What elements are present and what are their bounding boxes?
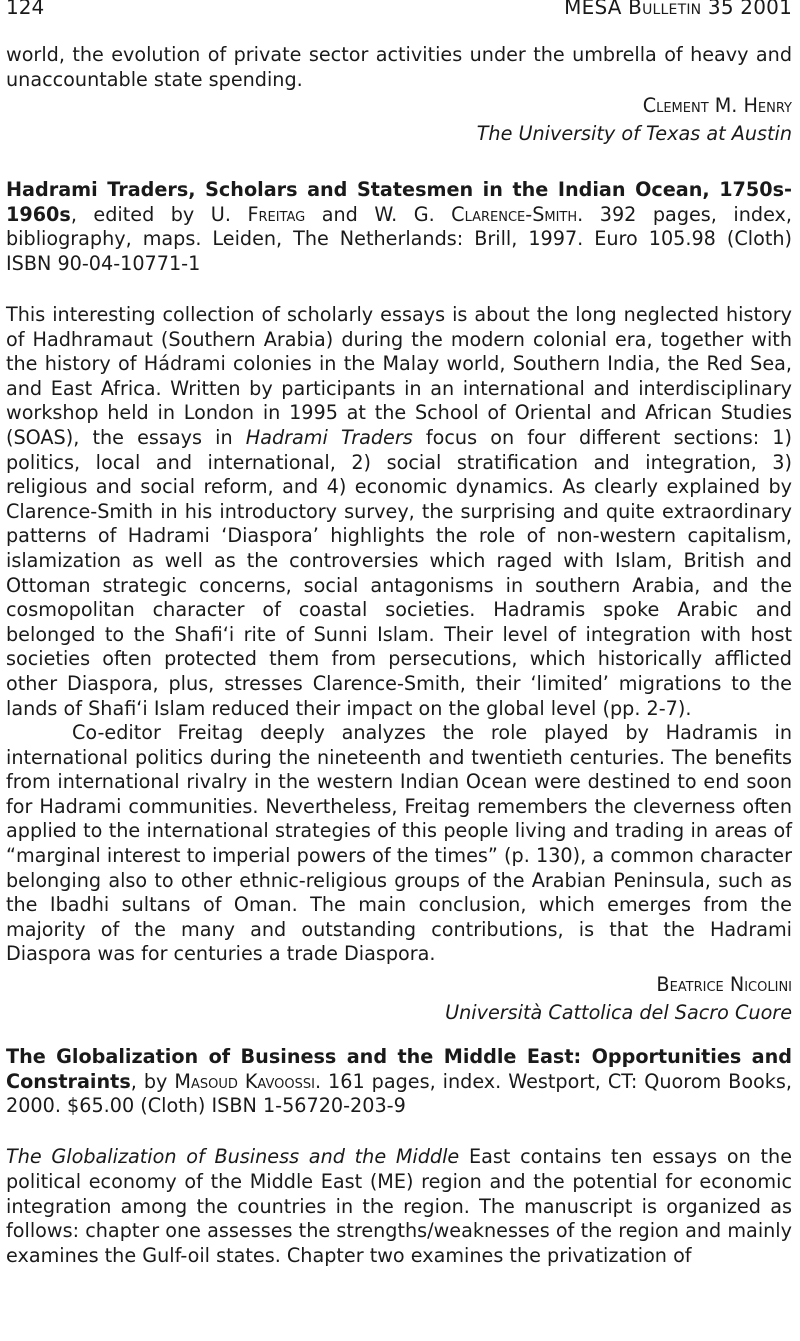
- review-paragraph: Co-editor Freitag deeply analyzes the role played by Hadramis in international politics during the nineteenth and twentieth centuries. The benefits from international rivalry in the western Indian Ocean were destined to end soon for Hadrami communities. Nevertheless, Freitag remembers the cleverness often applied to the international strategies of this people living and trading in areas of “marginal interest to imperial powers of the times” (p. 130), a common character belonging also to other ethnic-religious groups of the Arabian Peninsula, such as the Ibadhi sultans of Oman. The main conclusion, which emerges from the majority of the many and outstanding contributions, is that the Hadrami Diaspora was for centuries a trade Diaspora.: [6, 721, 792, 966]
- paragraph-text: This interesting collection of scholarly essays is about the long neglected history of Hadhramaut (Southern Arabia) during the modern colonial era, together with the history of Hádrami colonies in the Malay world, Southern India, the Red Sea, and East Africa. Written by participants in an international and interdisciplinary workshop held in London in 1995 at the School of Oriental and African Studies (SOAS), the essays in: [6, 303, 792, 449]
- isbn-number: 1-56720-203-9: [262, 1094, 406, 1118]
- reviewer-signature: [6, 92, 792, 147]
- continued-review: [6, 43, 792, 147]
- isbn-label: ISBN: [6, 251, 52, 275]
- review-globalization-business: [6, 1045, 792, 1268]
- book-citation: [6, 178, 792, 276]
- edited-by-label: , edited by: [70, 202, 195, 226]
- continued-text: world, the evolution of private sector activities under the umbrella of heavy and unaccountable state spending.: [6, 43, 792, 91]
- paragraph-text: focus on four different sections: 1) politics, local and international, 2) social stratification and integration, 3) religious and social reform, and 4) economic dynamics. As clearly explained by Clarence-Smith in his introductory survey, the surprising and quite extraordinary patterns of Hadrami ‘Diaspora’ highlights the role of non-western capitalism, islamization as well as the controversies which raged with Islam, British and Ottoman strategic concerns, social antagonisms in southern Arabia, and the cosmopolitan character of coastal societies. Hadramis spoke Arabic and belonged to the Shafi‘i rite of Sunni Islam. Their level of integration with host societies often protected them from persecutions, which historically afflicted other Diaspora, plus, stresses Clarence-Smith, their ‘limited’ migrations to the lands of Shafi‘i Islam reduced their impact on the global level (pp. 2-7).: [6, 425, 793, 720]
- reviewer-signature: [6, 971, 792, 1026]
- running-header: [6, 0, 792, 21]
- italic-title: The Globalization of Business and the Middle: [6, 1145, 460, 1169]
- and-label: and: [321, 202, 358, 226]
- book-title: Hadrami Traders, Scholars and Statesmen in the Indian Ocean, 1750s-1960s: [6, 178, 792, 226]
- by-label: , by: [130, 1069, 168, 1093]
- reviewer-affiliation: The University of Texas at Austin: [476, 121, 792, 145]
- page-number: 124: [6, 0, 45, 19]
- journal-title: MESA Bulletin 35 2001: [564, 0, 792, 19]
- paragraph-text: East contains ten essays on the political economy of the Middle East (ME) region and the potential for economic integration among the countries in the region. The manuscript is organized as follows: chapter one assesses the strengths/weaknesses of the region and mainly examines the Gulf-oil states. Chapter two examines the privatization of: [6, 1145, 792, 1267]
- italic-title: Hadrami Traders: [245, 425, 413, 449]
- isbn-label: ISBN: [211, 1094, 257, 1118]
- publication-details: . 161 pages, index. Westport, CT: Quorom Books, 2000. $65.00 (Cloth): [6, 1069, 793, 1118]
- review-hadrami-traders: [6, 178, 792, 1026]
- editor-name: U. Freitag: [210, 202, 306, 226]
- editor-name: W. G. Clarence-Smith: [374, 202, 578, 226]
- review-paragraph: [6, 303, 792, 721]
- reviewer-name: Beatrice Nicolini: [656, 973, 792, 997]
- author-name: Masoud Kavoossi: [174, 1069, 315, 1093]
- reviewer-affiliation: Università Cattolica del Sacro Cuore: [445, 1000, 792, 1024]
- book-citation: [6, 1045, 792, 1118]
- publication-details: . 392 pages, index, bibliography, maps. Leiden, The Netherlands: Brill, 1997. Euro 105.98 (Cloth): [6, 202, 792, 251]
- isbn-number: 90-04-10771-1: [57, 251, 201, 275]
- review-paragraph: [6, 1145, 792, 1268]
- reviewer-name: Clement M. Henry: [642, 94, 792, 118]
- book-title: The Globalization of Business and the Middle East: Opportunities and Constraints: [6, 1045, 792, 1093]
